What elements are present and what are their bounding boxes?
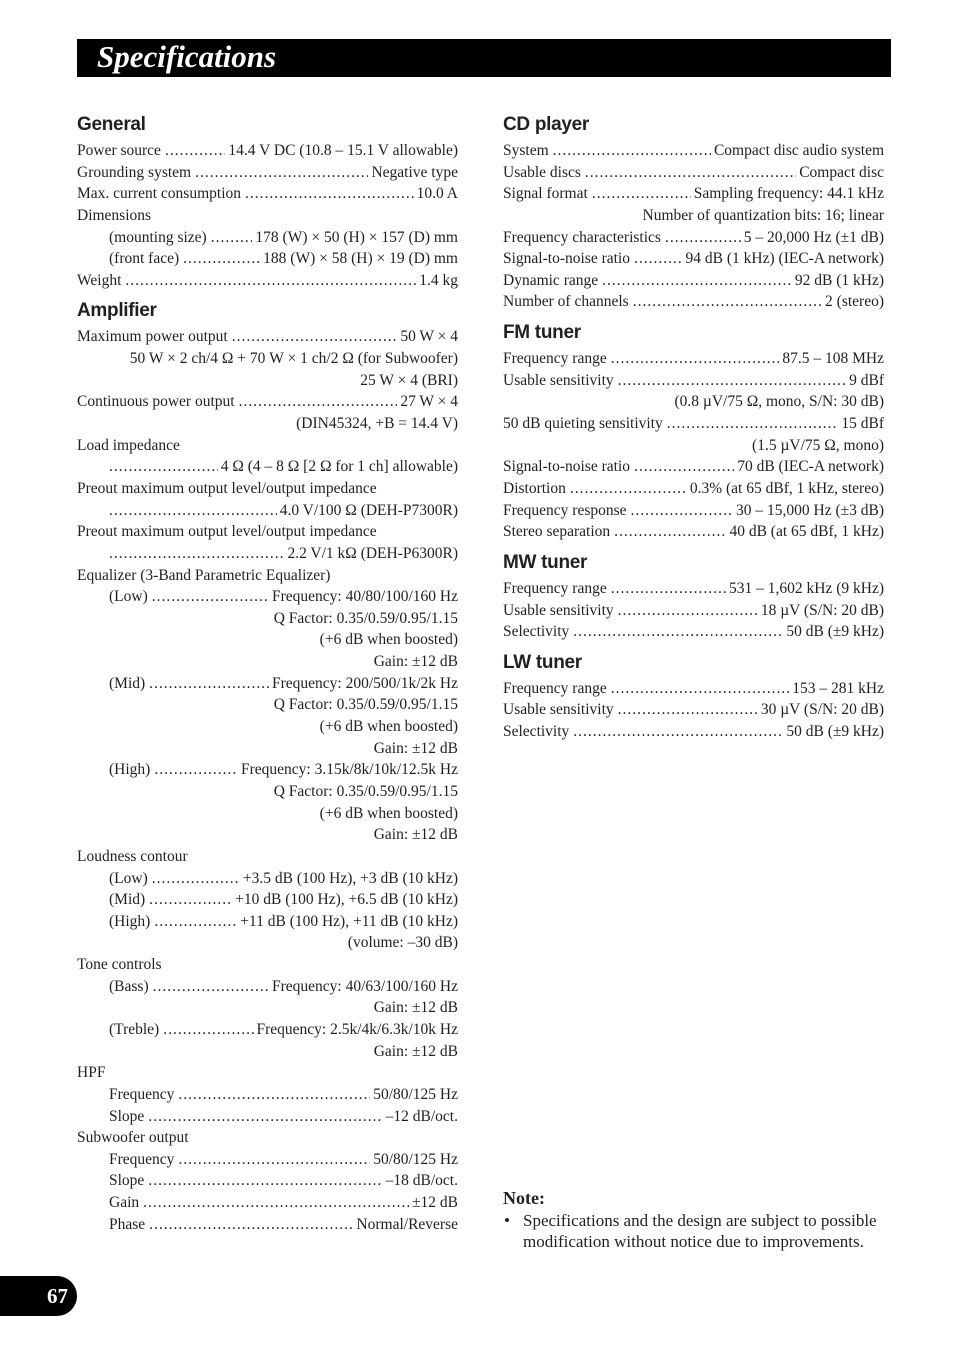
spec-row [77, 270, 458, 292]
spec-label: Usable sensitivity [503, 371, 614, 389]
spec-value: Frequency: 200/500/1k/2k Hz [272, 674, 458, 692]
spec-value: (+6 dB when boosted) [319, 804, 458, 822]
note-heading: Note: [503, 1188, 545, 1208]
spec-label: Subwoofer output [77, 1129, 189, 1147]
spec-value: 10.0 A [416, 185, 458, 203]
dot-leader [109, 543, 284, 565]
spec-row [109, 248, 458, 270]
spec-value: 18 µV (S/N: 20 dB) [760, 601, 884, 619]
spec-row [503, 291, 884, 313]
spec-label: Tone controls [77, 956, 162, 974]
spec-label: Loudness contour [77, 847, 188, 865]
spec-label: Usable sensitivity [503, 701, 614, 719]
spec-value: (1.5 µV/75 Ω, mono) [752, 436, 884, 454]
spec-label: (Low) [109, 869, 148, 887]
spec-label: Weight [77, 271, 122, 289]
spec-label: Preout maximum output level/output impedance [77, 523, 377, 541]
spec-value: 40 dB (at 65 dBf, 1 kHz) [729, 523, 884, 541]
dot-leader [152, 586, 269, 608]
spec-value: 2.2 V/1 kΩ (DEH-P6300R) [287, 544, 458, 562]
spec-value: Q Factor: 0.35/0.59/0.95/1.15 [273, 782, 458, 800]
spec-label: Signal-to-noise ratio [503, 250, 630, 268]
dot-leader [211, 227, 253, 249]
title-bar [77, 39, 891, 77]
spec-label: (Treble) [109, 1020, 160, 1038]
page-title: Specifications [97, 39, 277, 74]
spec-value: 2 (stereo) [825, 293, 884, 311]
spec-value: 30 – 15,000 Hz (±3 dB) [736, 501, 884, 519]
spec-value: 25 W × 4 (BRI) [360, 371, 458, 389]
spec-row [77, 435, 458, 457]
dot-leader [573, 621, 783, 643]
dot-leader [592, 183, 691, 205]
spec-row [77, 738, 458, 760]
spec-row [77, 413, 458, 435]
spec-row [503, 183, 884, 205]
spec-row [503, 348, 884, 370]
spec-row [503, 456, 884, 478]
spec-label: Phase [109, 1215, 146, 1233]
spec-row [77, 205, 458, 227]
spec-row [503, 578, 884, 600]
spec-value: 27 W × 4 [400, 393, 458, 411]
spec-row [109, 868, 458, 890]
spec-value: Sampling frequency: 44.1 kHz [693, 185, 884, 203]
spec-row [77, 846, 458, 868]
spec-value: 50 dB (±9 kHz) [786, 623, 884, 641]
dot-leader [232, 326, 398, 348]
spec-value: 50 W × 2 ch/4 Ω + 70 W × 1 ch/2 Ω (for Subwoofer) [129, 350, 458, 368]
dot-leader [154, 911, 237, 933]
spec-value: Gain: ±12 dB [373, 999, 458, 1017]
section-heading-fm-tuner: FM tuner [503, 322, 581, 344]
dot-leader [634, 456, 734, 478]
spec-row [503, 478, 884, 500]
spec-label: Selectivity [503, 623, 570, 641]
spec-value: Frequency: 2.5k/4k/6.3k/10k Hz [256, 1020, 458, 1038]
spec-value: 94 dB (1 kHz) (IEC-A network) [685, 250, 884, 268]
spec-row [503, 270, 884, 292]
spec-row [77, 629, 458, 651]
spec-row [109, 586, 458, 608]
spec-label: Slope [109, 1172, 145, 1190]
section-heading-lw-tuner: LW tuner [503, 651, 582, 673]
spec-row [503, 600, 884, 622]
dot-leader [614, 521, 726, 543]
dot-leader [618, 699, 758, 721]
spec-value: (+6 dB when boosted) [319, 718, 458, 736]
dot-leader [149, 889, 232, 911]
spec-label: Usable sensitivity [503, 601, 614, 619]
spec-label: Frequency characteristics [503, 228, 661, 246]
spec-row [503, 521, 884, 543]
spec-label: Load impedance [77, 436, 180, 454]
spec-row [77, 183, 458, 205]
spec-label: (Mid) [109, 674, 146, 692]
spec-row [109, 1149, 458, 1171]
dot-leader [163, 1019, 253, 1041]
spec-row [503, 140, 884, 162]
spec-row [503, 370, 884, 392]
spec-value: Gain: ±12 dB [373, 1042, 458, 1060]
spec-label: (High) [109, 761, 151, 779]
spec-label: Distortion [503, 479, 566, 497]
spec-value: Frequency: 3.15k/8k/10k/12.5k Hz [241, 761, 458, 779]
spec-value: 531 – 1,602 kHz (9 kHz) [729, 579, 884, 597]
spec-label: Preout maximum output level/output impedance [77, 479, 377, 497]
spec-value: Compact disc audio system [713, 142, 884, 159]
spec-label: HPF [77, 1064, 106, 1082]
spec-label: Equalizer (3-Band Parametric Equalizer) [77, 566, 331, 584]
spec-label: Dynamic range [503, 271, 599, 289]
section-heading-amplifier: Amplifier [77, 300, 157, 322]
spec-row [109, 1170, 458, 1192]
spec-label: (front face) [109, 250, 180, 268]
spec-value: –18 dB/oct. [385, 1172, 458, 1190]
spec-value: Number of quantization bits: 16; linear [642, 206, 884, 224]
spec-value: Q Factor: 0.35/0.59/0.95/1.15 [273, 696, 458, 714]
section-heading-cd-player: CD player [503, 114, 590, 135]
spec-row [109, 911, 458, 933]
spec-row [109, 976, 458, 998]
dot-leader [553, 140, 711, 162]
spec-row [77, 521, 458, 543]
spec-row [77, 932, 458, 954]
bullet-icon: • [504, 1211, 510, 1230]
section-heading-mw-tuner: MW tuner [503, 551, 588, 573]
spec-label: (Mid) [109, 891, 146, 909]
spec-value: 9 dBf [849, 371, 884, 389]
dot-leader [634, 248, 683, 270]
spec-value: 4.0 V/100 Ω (DEH-P7300R) [279, 501, 458, 519]
spec-row [77, 370, 458, 392]
spec-value: 5 – 20,000 Hz (±1 dB) [743, 228, 884, 246]
spec-row [77, 565, 458, 587]
section-heading-general: General [77, 114, 146, 135]
spec-label: Dimensions [77, 206, 152, 224]
spec-label: Signal format [503, 185, 588, 203]
spec-label: 50 dB quieting sensitivity [503, 415, 663, 433]
spec-value: (DIN45324, +B = 14.4 V) [296, 415, 458, 433]
page-number: 67 [47, 1284, 68, 1308]
spec-label: Continuous power output [77, 393, 235, 411]
spec-row [503, 435, 884, 457]
spec-row [109, 1106, 458, 1128]
spec-value: (0.8 µV/75 Ω, mono, S/N: 30 dB) [674, 393, 884, 411]
spec-label: (Low) [109, 588, 148, 606]
spec-value: 178 (W) × 50 (H) × 157 (D) mm [255, 228, 458, 246]
dot-leader [152, 868, 240, 890]
spec-label: Stereo separation [503, 523, 611, 541]
spec-row [503, 500, 884, 522]
spec-value: Normal/Reverse [356, 1215, 458, 1233]
dot-leader [633, 291, 822, 313]
dot-leader [149, 1214, 353, 1236]
note-text: Specifications and the design are subject to possible modification without notice due to improvements. [523, 1211, 877, 1251]
spec-row [109, 543, 458, 565]
spec-row [109, 227, 458, 249]
spec-row [77, 954, 458, 976]
spec-row [503, 227, 884, 249]
spec-label: Frequency range [503, 579, 607, 597]
spec-row [77, 162, 458, 184]
spec-row [503, 205, 884, 227]
spec-label: (High) [109, 912, 151, 930]
spec-label: Slope [109, 1107, 145, 1125]
dot-leader [570, 478, 687, 500]
dot-leader [585, 162, 796, 184]
spec-row [77, 1127, 458, 1149]
spec-label: Selectivity [503, 723, 570, 741]
dot-leader [665, 227, 741, 249]
note-block [503, 1186, 888, 1252]
spec-row [77, 651, 458, 673]
spec-row [503, 413, 884, 435]
spec-value: 0.3% (at 65 dBf, 1 kHz, stereo) [689, 479, 884, 497]
spec-row [109, 673, 458, 695]
spec-label: (mounting size) [109, 228, 207, 246]
spec-value: 70 dB (IEC-A network) [737, 458, 884, 476]
spec-value: 87.5 – 108 MHz [782, 350, 884, 368]
spec-label: (Bass) [109, 977, 149, 995]
dot-leader [125, 270, 416, 292]
spec-row [77, 824, 458, 846]
spec-row [503, 699, 884, 721]
dot-leader [618, 600, 758, 622]
spec-row [109, 889, 458, 911]
spec-value: Gain: ±12 dB [373, 739, 458, 757]
spec-row [77, 694, 458, 716]
spec-label: Frequency response [503, 501, 627, 519]
dot-leader [148, 1170, 382, 1192]
spec-value: 15 dBf [841, 415, 884, 433]
spec-row [77, 997, 458, 1019]
dot-leader [109, 456, 218, 478]
spec-row [77, 1062, 458, 1084]
spec-row [109, 1192, 458, 1214]
spec-value: Frequency: 40/80/100/160 Hz [272, 588, 458, 606]
dot-leader [611, 678, 790, 700]
spec-label: Frequency range [503, 679, 607, 697]
dot-leader [149, 673, 269, 695]
spec-row [503, 678, 884, 700]
dot-leader [195, 162, 368, 184]
spec-row [77, 478, 458, 500]
spec-value: ±12 dB [412, 1194, 458, 1212]
spec-row [503, 621, 884, 643]
page-number-tab [0, 1276, 77, 1316]
right-column [503, 109, 884, 743]
spec-value: 1.4 kg [419, 271, 458, 289]
spec-row [503, 721, 884, 743]
spec-row [503, 391, 884, 413]
spec-row [77, 608, 458, 630]
spec-value: +10 dB (100 Hz), +6.5 dB (10 kHz) [235, 891, 458, 909]
spec-row [503, 248, 884, 270]
spec-value: Gain: ±12 dB [373, 653, 458, 671]
spec-label: Gain [109, 1194, 140, 1212]
dot-leader [178, 1149, 370, 1171]
spec-row [109, 759, 458, 781]
spec-row [77, 803, 458, 825]
spec-value: 50 dB (±9 kHz) [786, 723, 884, 741]
dot-leader [148, 1106, 382, 1128]
spec-value: 50/80/125 Hz [373, 1150, 458, 1168]
spec-value: Frequency: 40/63/100/160 Hz [272, 977, 458, 995]
spec-label: Frequency [109, 1150, 175, 1168]
spec-label: Frequency range [503, 350, 607, 368]
spec-value: Negative type [371, 163, 458, 181]
spec-value: 4 Ω (4 – 8 Ω [2 Ω for 1 ch] allowable) [220, 458, 458, 476]
spec-value: 188 (W) × 58 (H) × 19 (D) mm [263, 250, 458, 268]
spec-row [77, 1041, 458, 1063]
spec-value: (volume: –30 dB) [347, 934, 458, 952]
dot-leader [667, 413, 839, 435]
dot-leader [631, 500, 733, 522]
spec-row [109, 456, 458, 478]
dot-leader [109, 500, 277, 522]
spec-row [109, 500, 458, 522]
spec-row [77, 140, 458, 162]
dot-leader [239, 391, 398, 413]
dot-leader [611, 578, 726, 600]
dot-leader [154, 759, 238, 781]
spec-value: –12 dB/oct. [385, 1107, 458, 1125]
spec-value: 50/80/125 Hz [373, 1085, 458, 1103]
spec-value: 30 µV (S/N: 20 dB) [760, 701, 884, 719]
dot-leader [602, 270, 792, 292]
spec-value: 50 W × 4 [400, 328, 458, 346]
spec-value: Q Factor: 0.35/0.59/0.95/1.15 [273, 609, 458, 627]
spec-label: Frequency [109, 1085, 175, 1103]
spec-row [77, 716, 458, 738]
spec-label: Maximum power output [77, 328, 228, 346]
spec-label: Usable discs [503, 163, 581, 181]
spec-row [503, 162, 884, 184]
dot-leader [165, 140, 225, 162]
left-column [77, 109, 458, 1235]
spec-value: 153 – 281 kHz [792, 679, 884, 697]
dot-leader [245, 183, 414, 205]
spec-label: Signal-to-noise ratio [503, 458, 630, 476]
spec-row [109, 1214, 458, 1236]
spec-row [77, 326, 458, 348]
spec-value: Gain: ±12 dB [373, 826, 458, 844]
dot-leader [178, 1084, 370, 1106]
spec-label: System [503, 142, 549, 159]
dot-leader [153, 976, 269, 998]
spec-row [109, 1019, 458, 1041]
spec-value: 92 dB (1 kHz) [794, 271, 884, 289]
spec-label: Max. current consumption [77, 185, 242, 203]
spec-row [77, 391, 458, 413]
dot-leader [573, 721, 783, 743]
spec-value: (+6 dB when boosted) [319, 631, 458, 649]
spec-label: Grounding system [77, 163, 192, 181]
spec-label: Power source [77, 142, 161, 159]
dot-leader [618, 370, 846, 392]
spec-value: 14.4 V DC (10.8 – 15.1 V allowable) [228, 142, 458, 159]
spec-value: Compact disc [799, 163, 884, 181]
dot-leader [611, 348, 780, 370]
dot-leader [183, 248, 260, 270]
spec-value: +3.5 dB (100 Hz), +3 dB (10 kHz) [242, 869, 458, 887]
spec-value: +11 dB (100 Hz), +11 dB (10 kHz) [240, 912, 458, 930]
dot-leader [143, 1192, 409, 1214]
spec-label: Number of channels [503, 293, 629, 311]
note-item [503, 1211, 888, 1252]
spec-row [77, 348, 458, 370]
spec-row [77, 781, 458, 803]
spec-row [109, 1084, 458, 1106]
